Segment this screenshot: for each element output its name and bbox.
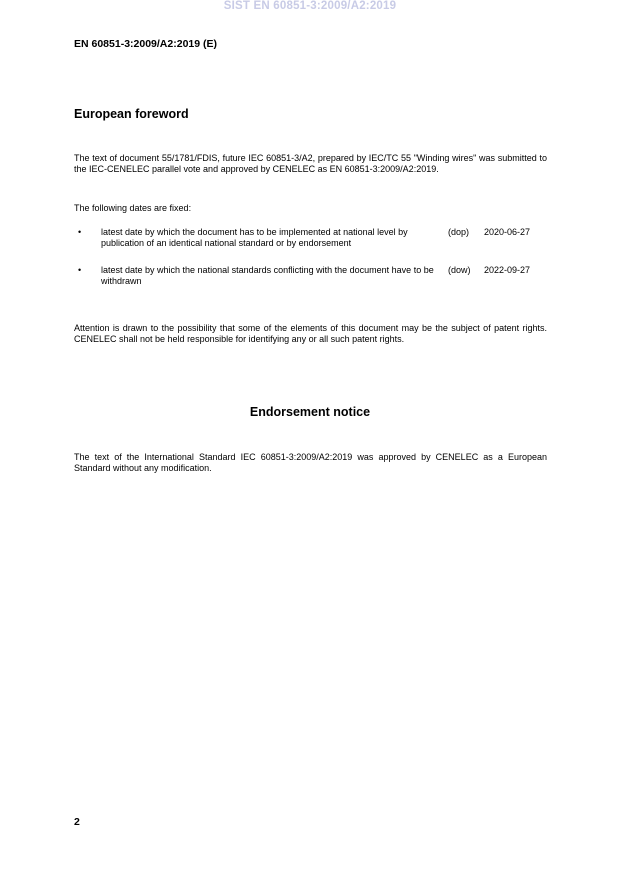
- date-item-dop: [74, 227, 547, 249]
- date-item-code: (dow): [448, 265, 471, 275]
- patent-paragraph: Attention is drawn to the possibility that some of the elements of this document may be the subject of patent rights. CENELEC shall not be held responsible for identifying any or all such patent rights.: [74, 323, 547, 344]
- bullet-icon: •: [78, 265, 82, 275]
- date-item-text: latest date by which the document has to be implemented at national level by publication of an identical national standard or by endorsement: [101, 227, 408, 248]
- watermark: SIST EN 60851-3:2009/A2:2019: [223, 0, 397, 12]
- foreword-paragraph: The text of document 55/1781/FDIS, future IEC 60851-3/A2, prepared by IEC/TC 55 "Winding wires" was submitted to the IEC-CENELEC parallel vote and approved by CENELEC as EN 60851-3:2009/A2:2019.: [74, 153, 547, 174]
- date-item-date: 2020-06-27: [484, 227, 531, 237]
- date-item-text: latest date by which the national standards conflicting with the document have to be withdrawn: [101, 265, 434, 286]
- date-item-code: (dop): [448, 227, 470, 237]
- document-id: EN 60851-3:2009/A2:2019 (E): [74, 38, 218, 50]
- endorsement-paragraph: The text of the International Standard IEC 60851-3:2009/A2:2019 was approved by CENELEC as a European Standard without any modification.: [74, 452, 547, 473]
- date-item-date: 2022-09-27: [484, 265, 531, 275]
- endorsement-heading: Endorsement notice: [249, 405, 371, 419]
- foreword-heading: European foreword: [74, 107, 189, 121]
- date-item-dow: [74, 265, 547, 287]
- page-number: 2: [74, 816, 80, 828]
- bullet-icon: •: [78, 227, 82, 237]
- dates-intro: The following dates are fixed:: [74, 203, 192, 213]
